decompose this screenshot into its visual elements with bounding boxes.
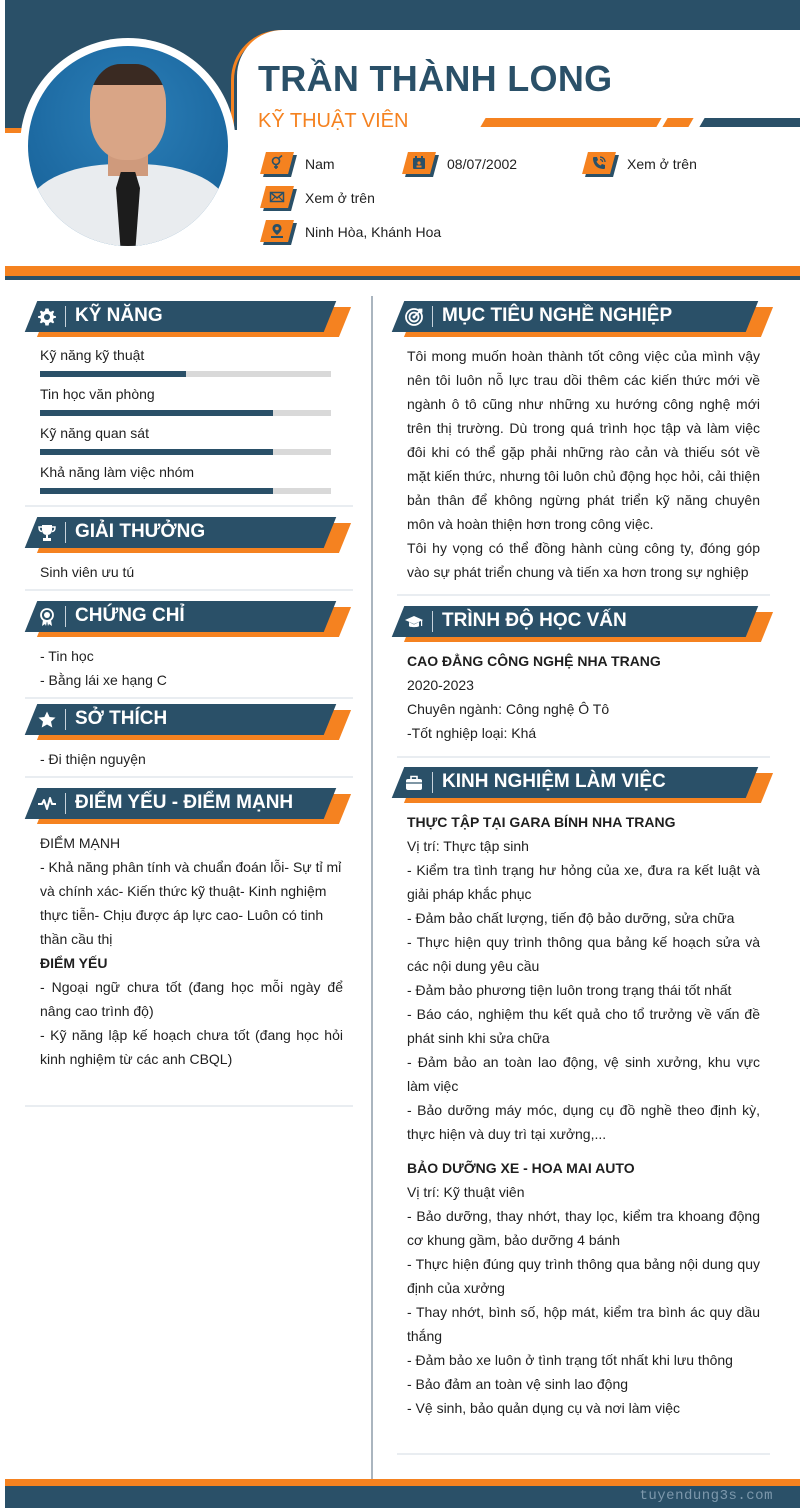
contact-phone <box>585 152 697 176</box>
education-grade: -Tốt nghiệp loại: Khá <box>407 725 537 741</box>
skill-label: Tin học văn phòng <box>40 386 155 402</box>
hobby-item: - Đi thiện nguyện <box>40 751 146 767</box>
gender-icon <box>263 152 293 176</box>
skill-bar <box>40 371 331 377</box>
objective-paragraph: Tôi mong muốn hoàn thành tốt công việc của mình vậy nên tôi luôn nỗ lực trau dồi thêm các kiến thức mới về ngành ô tô cũng như những xu hướng công nghệ mới trên thị trường. Dù trong quá trình học tập và làm việc đôi khi có thể gặp phải những rào cản và thiếu sót về mặt kiến thức, nhưng tôi luôn chủ động học hỏi, cải thiện bản thân để không ngừng phát triển kỹ năng chuyên môn và hoàn thiện hơn trong công việc. <box>407 348 760 532</box>
section-title: TRÌNH ĐỘ HỌC VẤN <box>442 610 627 631</box>
job-task: - Đảm bảo phương tiện luôn trong trạng thái tốt nhất <box>407 982 732 998</box>
section-divider <box>397 756 770 758</box>
education-major: Chuyên ngành: Công nghệ Ô Tô <box>407 701 610 717</box>
footer-accent <box>5 1479 800 1486</box>
section-header-hobbies <box>25 704 350 740</box>
pulse-icon <box>37 794 57 814</box>
job-task: - Đảm bảo xe luôn ở tình trạng tốt nhất khi lưu thông <box>407 1352 733 1368</box>
section-title: SỞ THÍCH <box>75 708 168 729</box>
school-name: CAO ĐẲNG CÔNG NGHỆ NHA TRANG <box>407 653 661 669</box>
decor-stripe <box>662 118 693 127</box>
target-icon <box>404 307 424 327</box>
contact-address <box>263 220 441 244</box>
section-divider <box>25 697 353 699</box>
decor-stripe <box>699 118 800 127</box>
section-divider <box>25 776 353 778</box>
job-task: - Thực hiện quy trình thông qua bảng kế hoạch sửa và các nội dung yêu cầu <box>407 934 760 974</box>
education-period: 2020-2023 <box>407 677 474 693</box>
phone-icon <box>585 152 615 176</box>
section-header-skills <box>25 301 350 337</box>
weaknesses-heading: ĐIỂM YẾU <box>40 955 108 971</box>
section-title: KINH NGHIỆM LÀM VIỆC <box>442 771 666 792</box>
job-task: - Bảo đảm an toàn vệ sinh lao động <box>407 1376 629 1392</box>
section-divider <box>25 1105 353 1107</box>
skill-label: Khả năng làm việc nhóm <box>40 464 195 480</box>
email-value: Xem ở trên <box>305 190 375 206</box>
footer-brand: tuyendung3s.com <box>639 1488 773 1504</box>
job-task: - Vệ sinh, bảo quản dụng cụ và nơi làm việc <box>407 1400 681 1416</box>
contact-email <box>263 186 375 210</box>
strengths-heading: ĐIỂM MẠNH <box>40 835 121 851</box>
section-title: CHỨNG CHỈ <box>75 605 185 626</box>
section-divider <box>397 594 770 596</box>
birthday-value: 08/07/2002 <box>447 156 518 172</box>
briefcase-icon <box>404 773 424 793</box>
section-header-objective <box>392 301 772 337</box>
skill-bar <box>40 410 331 416</box>
job-position: Vị trí: Thực tập sinh <box>407 838 529 854</box>
graduation-cap-icon <box>404 612 424 632</box>
strengths-text: - Khả năng phân tính và chuẩn đoán lỗi- Sự tỉ mỉ và chính xác- Kiến thức kỹ thuật- Kinh nghiệm thực tiễn- Chịu được áp lực cao- Luôn có tinh thần cầu thị <box>40 859 342 947</box>
job-task: - Thay nhớt, bình số, hộp mát, kiểm tra bình ác quy dầu thắng <box>407 1304 760 1344</box>
skill-bar <box>40 449 331 455</box>
section-title: GIẢI THƯỞNG <box>75 521 206 542</box>
job-title: KỸ THUẬT VIÊN <box>258 110 409 132</box>
cv-page <box>5 0 800 1508</box>
address-value: Ninh Hòa, Khánh Hoa <box>305 224 442 240</box>
job-task: - Báo cáo, nghiệm thu kết quả cho tổ trưởng về vấn đề phát sinh khi sửa chữa <box>407 1006 760 1046</box>
section-header-education <box>392 606 772 642</box>
column-divider <box>371 296 373 1486</box>
candidate-name: TRẦN THÀNH LONG <box>258 58 613 99</box>
location-icon <box>263 220 293 244</box>
certificate-item: - Bằng lái xe hạng C <box>40 672 167 688</box>
trophy-icon <box>37 523 57 543</box>
job-task: - Kiểm tra tình trạng hư hỏng của xe, đưa ra kết luật và giải pháp khắc phục <box>407 862 760 902</box>
gender-value: Nam <box>305 156 335 172</box>
star-icon <box>37 710 57 730</box>
section-divider <box>25 505 353 507</box>
skill-label: Kỹ năng kỹ thuật <box>40 347 145 363</box>
header-divider-dark <box>5 276 800 280</box>
section-title: KỸ NĂNG <box>75 305 163 326</box>
job-company: THỰC TẬP TẠI GARA BÍNH NHA TRANG <box>407 814 676 830</box>
medal-icon <box>37 607 57 627</box>
section-header-experience <box>392 767 772 803</box>
job-task: - Thực hiện đúng quy trình thông qua bảng nội dung quy định của xưởng <box>407 1256 760 1296</box>
skill-label: Kỹ năng quan sát <box>40 425 149 441</box>
section-header-certificates <box>25 601 350 637</box>
decor-stripe <box>480 118 661 127</box>
job-company: BẢO DƯỠNG XE - HOA MAI AUTO <box>407 1160 635 1176</box>
section-divider <box>397 1453 770 1455</box>
award-item: Sinh viên ưu tú <box>40 564 135 580</box>
job-task: - Đảm bảo chất lượng, tiến độ bảo dưỡng, sửa chữa <box>407 910 735 926</box>
section-title: ĐIỂM YẾU - ĐIỂM MẠNH <box>75 792 294 813</box>
mail-icon <box>263 186 293 210</box>
gear-icon <box>37 307 57 327</box>
weakness-item: - Ngoại ngữ chưa tốt (đang học mỗi ngày để nâng cao trình độ) <box>40 979 343 1019</box>
objective-paragraph: Tôi hy vọng có thể đồng hành cùng công ty, đóng góp vào sự phát triển chung và tiến xa hơn trong sự nghiệp <box>407 540 760 580</box>
contact-birthday <box>405 152 517 176</box>
section-header-strengths-weaknesses <box>25 788 350 824</box>
job-task: - Đảm bảo an toàn lao động, vệ sinh xưởng, khu vực làm việc <box>407 1054 760 1094</box>
skill-bar <box>40 488 331 494</box>
job-position: Vị trí: Kỹ thuật viên <box>407 1184 525 1200</box>
phone-value: Xem ở trên <box>627 156 697 172</box>
certificate-item: - Tin học <box>40 648 94 664</box>
header-divider-orange <box>5 266 800 276</box>
section-header-awards <box>25 517 350 553</box>
section-divider <box>25 589 353 591</box>
job-task: - Bảo dưỡng, thay nhớt, thay lọc, kiểm tra khoang động cơ khung gầm, bảo dưỡng 4 bánh <box>407 1208 760 1248</box>
section-title: MỤC TIÊU NGHỀ NGHIỆP <box>442 305 673 326</box>
avatar <box>28 46 228 246</box>
weakness-item: - Kỹ năng lập kế hoạch chưa tốt (đang học hỏi kinh nghiệm từ các anh CBQL) <box>40 1027 343 1067</box>
job-task: - Bảo dưỡng máy móc, dụng cụ đồ nghề theo định kỳ, thực hiện và duy trì tại xưởng,... <box>407 1102 760 1142</box>
calendar-icon <box>405 152 435 176</box>
contact-gender <box>263 152 335 176</box>
